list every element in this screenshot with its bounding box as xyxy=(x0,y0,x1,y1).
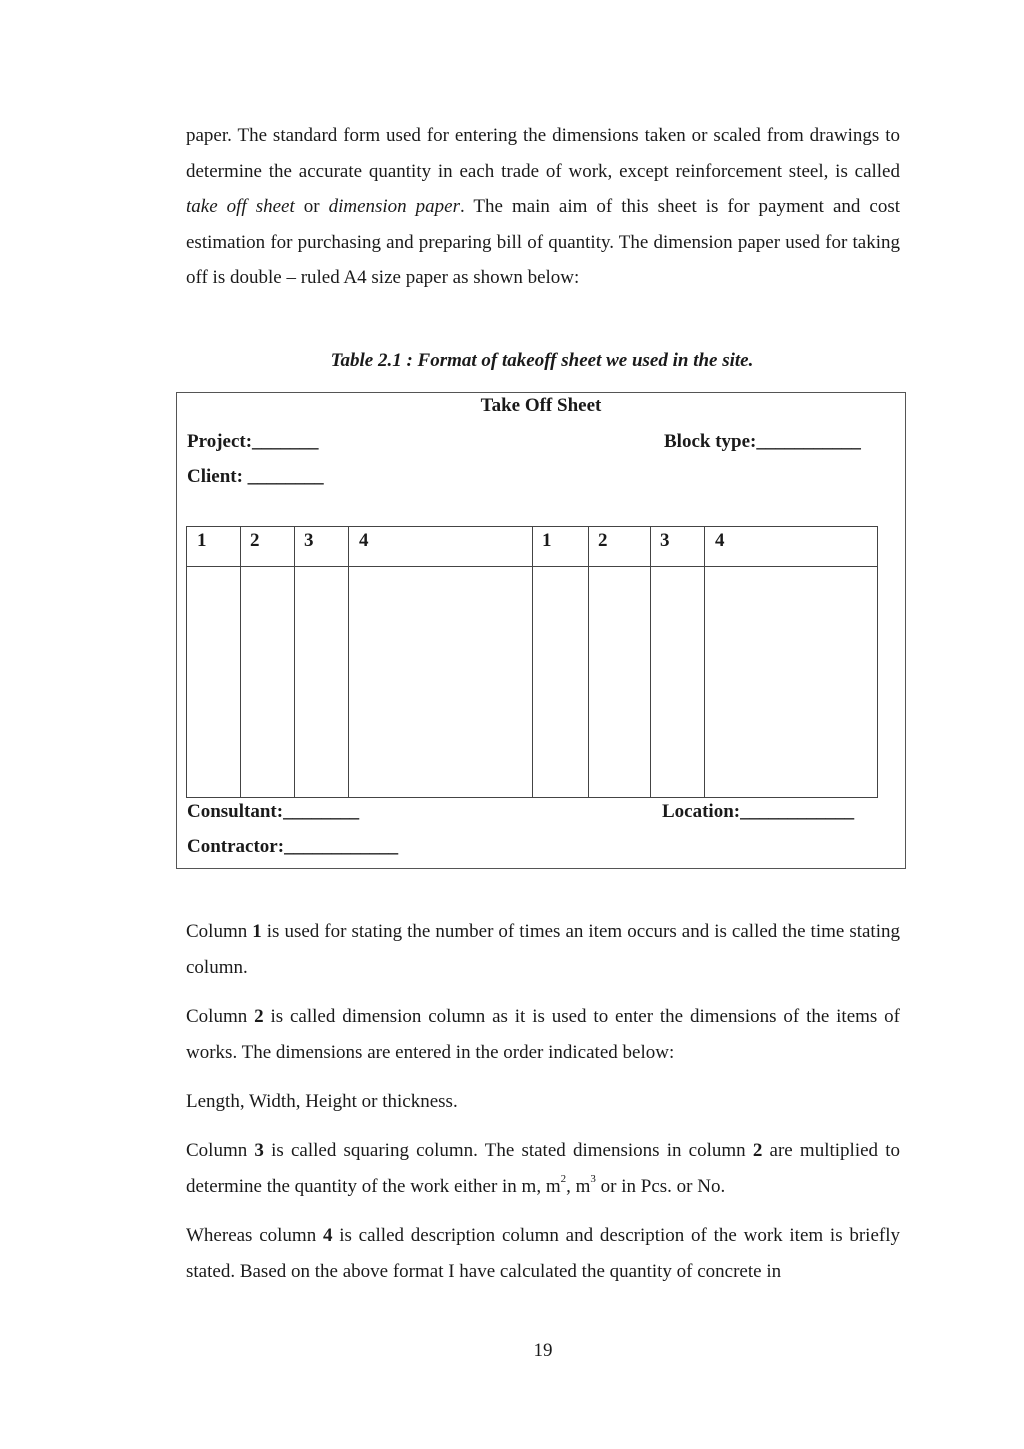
column-divider xyxy=(650,527,651,797)
block-type-label: Block type:___________ xyxy=(664,431,861,452)
column-header: 4 xyxy=(715,530,725,551)
project-label: Project:_______ xyxy=(187,431,319,452)
table-caption: Table 2.1 : Format of takeoff sheet we used in the site. xyxy=(330,350,754,371)
intro-paragraph xyxy=(186,118,900,296)
text: , m xyxy=(566,1175,591,1197)
column-number: 3 xyxy=(254,1140,264,1161)
column-header: 3 xyxy=(660,530,670,551)
column-number: 2 xyxy=(254,1006,264,1027)
column-number: 4 xyxy=(322,1225,333,1246)
superscript: 2 xyxy=(560,1173,567,1186)
text: Column xyxy=(186,921,253,942)
intro-text-2: or xyxy=(294,196,329,217)
column-number: 2 xyxy=(752,1140,763,1161)
consultant-label: Consultant:________ xyxy=(187,801,360,822)
location-label: Location:____________ xyxy=(662,801,855,822)
column-divider xyxy=(240,527,241,797)
column-4-paragraph xyxy=(186,1218,900,1289)
text: is called squaring column. The stated dimensions in column xyxy=(263,1140,753,1161)
column-divider xyxy=(704,527,705,797)
column-2-paragraph xyxy=(186,999,900,1070)
dimensions-order-line: Length, Width, Height or thickness. xyxy=(186,1091,458,1112)
column-number: 1 xyxy=(252,921,262,942)
column-divider xyxy=(348,527,349,797)
term-take-off-sheet: take off sheet xyxy=(186,196,295,217)
column-header: 2 xyxy=(250,530,260,551)
column-header: 1 xyxy=(197,530,207,551)
page-number: 19 xyxy=(533,1340,553,1361)
intro-text-3: . The main aim of this sheet is for payment and cost estimation for purchasing and preparing bill of quantity. The dimension paper used for taking off is double – ruled A4 size paper as shown below: xyxy=(186,196,900,288)
column-header: 4 xyxy=(359,530,369,551)
sheet-title: Take Off Sheet xyxy=(480,395,602,416)
text: is called dimension column as it is used to enter the dimensions of the items of works. The dimensions are entered in the order indicated below: xyxy=(186,1006,900,1063)
takeoff-sheet xyxy=(176,392,906,869)
text: is called description column and description of the work item is briefly stated. Based on the above format I have calculated the quantity of concrete in xyxy=(186,1225,900,1282)
client-label: Client: ________ xyxy=(187,466,324,487)
superscript: 3 xyxy=(590,1173,596,1186)
contractor-label: Contractor:____________ xyxy=(187,836,399,857)
term-dimension-paper: dimension paper xyxy=(328,196,460,217)
intro-text-1: paper. The standard form used for entering the dimensions taken or scaled from drawings to determine the accurate quantity in each trade of work, except reinforcement steel, is called xyxy=(186,125,900,182)
text: is used for stating the number of times an item occurs and is called the time stating column. xyxy=(186,921,900,978)
column-header: 2 xyxy=(598,530,608,551)
column-3-paragraph xyxy=(186,1133,900,1204)
column-divider xyxy=(294,527,295,797)
column-divider xyxy=(588,527,589,797)
text: or in Pcs. or No. xyxy=(595,1175,726,1197)
column-header: 1 xyxy=(542,530,552,551)
takeoff-grid xyxy=(186,526,878,798)
text: Column xyxy=(186,1140,255,1161)
column-1-paragraph xyxy=(186,914,900,985)
column-header: 3 xyxy=(304,530,314,551)
text: Column xyxy=(186,1006,255,1027)
text: Whereas column xyxy=(186,1225,323,1246)
column-divider xyxy=(532,527,533,797)
text: are multiplied to determine the quantity of the work either in m, m xyxy=(186,1140,901,1197)
